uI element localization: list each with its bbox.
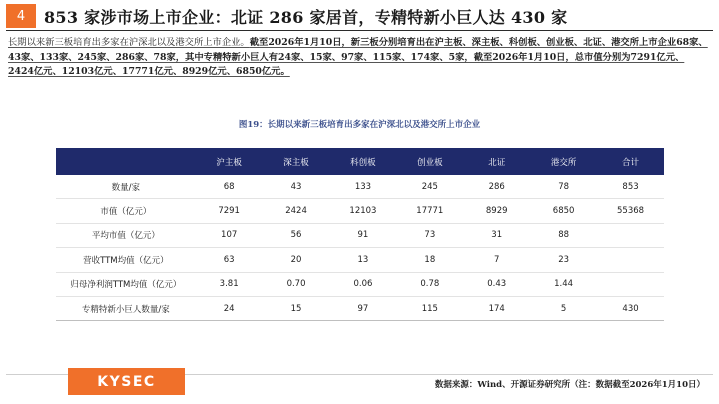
table-cell: 115 [396, 296, 463, 320]
table-cell: 18 [396, 248, 463, 272]
table-cell: 23 [530, 248, 597, 272]
table-cell: 133 [329, 175, 396, 199]
slide-title: 853 家涉市场上市企业：北证 286 家居首，专精特新小巨人达 430 家 [44, 7, 568, 27]
table-cell: 0.43 [463, 272, 530, 296]
table-row [56, 296, 664, 320]
table-row [56, 175, 664, 199]
table-cell: 174 [463, 296, 530, 320]
header-sz-main: 深主板 [263, 148, 330, 175]
table-cell: 15 [263, 296, 330, 320]
table-cell: 17771 [396, 199, 463, 223]
data-source-note: 数据来源：Wind、开源证券研究所（注：数据截至2026年1月10日） [434, 380, 705, 390]
table-row [56, 248, 664, 272]
table-cell: 7 [463, 248, 530, 272]
figure-caption: 图19：长期以来新三板培育出多家在沪深北以及港交所上市企业 [238, 120, 481, 130]
table-cell: 55368 [597, 199, 664, 223]
title-divider [6, 30, 713, 31]
header-hkex: 港交所 [530, 148, 597, 175]
table-cell: 63 [196, 248, 263, 272]
table-cell: 853 [597, 175, 664, 199]
table-cell [597, 248, 664, 272]
table-row [56, 199, 664, 223]
table-cell: 7291 [196, 199, 263, 223]
table-row [56, 272, 664, 296]
table-cell: 0.70 [263, 272, 330, 296]
table-cell: 5 [530, 296, 597, 320]
table-cell: 0.06 [329, 272, 396, 296]
table-cell: 3.81 [196, 272, 263, 296]
row-label: 营收TTM均值（亿元） [56, 248, 196, 272]
table-cell: 31 [463, 223, 530, 247]
table-cell: 88 [530, 223, 597, 247]
page-number-badge: 4 [6, 4, 36, 28]
row-label: 数量/家 [56, 175, 196, 199]
table-cell: 12103 [329, 199, 396, 223]
header-chinext: 创业板 [396, 148, 463, 175]
table-header-row [56, 148, 664, 175]
header-total: 合计 [597, 148, 664, 175]
table-cell: 6850 [530, 199, 597, 223]
table-cell: 0.78 [396, 272, 463, 296]
table-cell: 20 [263, 248, 330, 272]
header-corner [56, 148, 196, 175]
header-star-market: 科创板 [329, 148, 396, 175]
slide-header [6, 4, 567, 28]
summary-lead: 长期以来新三板培育出多家在沪深北以及港交所上市企业。 [8, 37, 250, 48]
table-cell [597, 272, 664, 296]
table-cell: 24 [196, 296, 263, 320]
table-cell: 97 [329, 296, 396, 320]
row-label: 专精特新小巨人数量/家 [56, 296, 196, 320]
row-label: 归母净利润TTM均值（亿元） [56, 272, 196, 296]
table-cell: 56 [263, 223, 330, 247]
row-label: 市值（亿元） [56, 199, 196, 223]
kysec-logo [68, 368, 185, 395]
table-cell: 286 [463, 175, 530, 199]
header-sh-main: 沪主板 [196, 148, 263, 175]
table-cell: 107 [196, 223, 263, 247]
table-cell: 43 [263, 175, 330, 199]
table-cell: 430 [597, 296, 664, 320]
table-row [56, 223, 664, 247]
table-cell: 1.44 [530, 272, 597, 296]
logo-text: KYSEC [97, 373, 156, 390]
table-cell: 13 [329, 248, 396, 272]
summary-paragraph [8, 36, 709, 80]
table-cell: 73 [396, 223, 463, 247]
table-cell: 78 [530, 175, 597, 199]
table-cell: 2424 [263, 199, 330, 223]
header-bse: 北证 [463, 148, 530, 175]
listed-companies-table [56, 148, 664, 321]
table-cell [597, 223, 664, 247]
table-cell: 68 [196, 175, 263, 199]
table-cell: 245 [396, 175, 463, 199]
table-cell: 91 [329, 223, 396, 247]
row-label: 平均市值（亿元） [56, 223, 196, 247]
table-cell: 8929 [463, 199, 530, 223]
summary-highlight: 截至2026年1月10日，新三板分别培育出在沪主板、深主板、科创板、创业板、北证、港交所上市企业68家、43家、133家、245家、286家、78家，其中专精特新小巨人有24家、15家、97家、115家、174家、5家，截至2026年1月10日，总市值分别为7291亿元、2424亿元、12103亿元、17771亿元、8929亿元、6850亿元。 [8, 37, 708, 77]
